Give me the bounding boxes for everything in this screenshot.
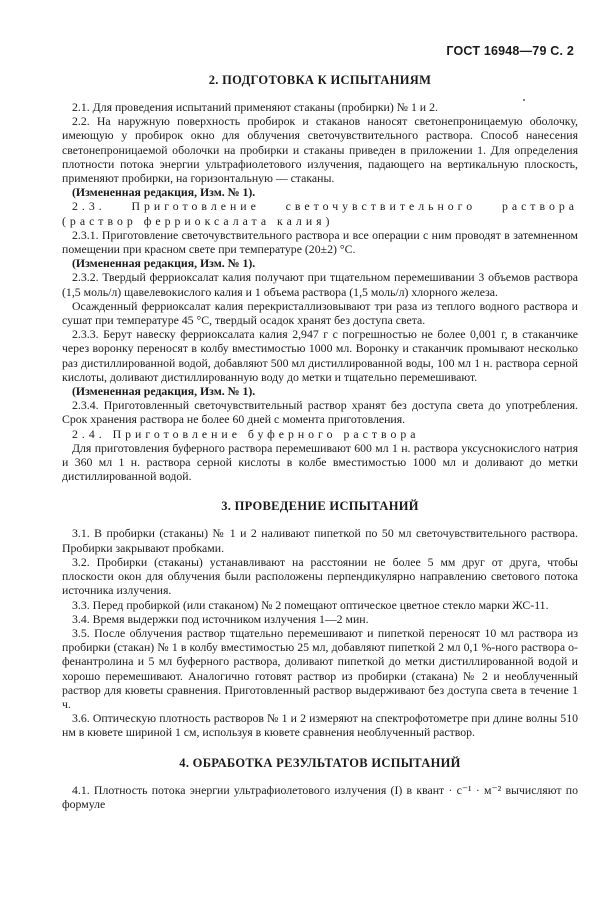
clause-3-3: 3.3. Перед пробиркой (или стаканом) № 2 помещают оптическое цветное стекло марки ЖС-11.: [72, 597, 549, 612]
clause-2-4-heading: 2.4. Приготовление буферного раствора: [72, 426, 420, 441]
section-3-title: 3. ПРОВЕДЕНИЕ ИСПЫТАНИЙ: [221, 499, 419, 514]
clause-2-3-3: 2.3.3. Берут навеску ферриоксалата калия 2,947 г с погрешностью не более 0,001 г, в стаканчике через воронку переносят в колбу вместимостью 1000 мл. Воронку и стаканчик промывают несколько раз дистиллированной водой, добавляют 500 мл дистиллированной воды, 100 мл 1 н. раствора серной кислоты, доливают дистиллированную воду до метки и тщательно перемешивают.: [62, 327, 578, 384]
clause-3-4: 3.4. Время выдержки под источником излучения 1—2 мин.: [72, 611, 369, 626]
section-4-title: 4. ОБРАБОТКА РЕЗУЛЬТАТОВ ИСПЫТАНИЙ: [179, 755, 461, 770]
revision-note: (Измененная редакция, Изм. № 1).: [72, 256, 256, 271]
clause-2-3-2-cont: Осажденный ферриоксалат калия перекристаллизовывают три раза из теплого водного раствора и сушат при температуре 45 °С, твердый осадок хранят без доступа света.: [62, 298, 578, 328]
clause-3-6: 3.6. Оптическую плотность растворов № 1 и 2 измеряют на спектрофотометре при длине волны 510 нм в кювете шириной 1 см, используя в кювете сравнения необлученный раствор.: [62, 711, 578, 740]
clause-2-1: 2.1. Для проведения испытаний применяют стаканы (пробирки) № 1 и 2.: [72, 100, 438, 114]
clause-2-2: 2.2. На наружную поверхность пробирок и стаканов наносят светонепроницаемую оболочку, имеющую у пробирок окно для облучения светочувствительного раствора. Способ нанесения светонепроницаемой оболочки на пробирки и стаканы приведен в приложении 1. Для определения плотности потока энергии ультрафиолетового излучения, падающего на вертикальную плоскость, применяют пробирки, на горизонтальную — стаканы.: [62, 114, 578, 186]
clause-3-2: 3.2. Пробирки (стаканы) устанавливают на расстоянии не более 5 мм друг от друга, чтобы плоскости окон для облучения были расположены перпендикулярно направлению светового потока источника излучения.: [62, 554, 578, 598]
revision-note: (Измененная редакция, Изм. № 1).: [72, 384, 256, 399]
clause-2-4-text: Для приготовления буферного раствора перемешивают 600 мл 1 н. раствора уксуснокислого натрия и 360 мл 1 н. раствора серной кислоты в колбе вместимостью 1000 мл и доливают до метки дистиллированной водой.: [62, 440, 578, 484]
clause-4-1: 4.1. Плотность потока энергии ультрафиолетового излучения (I) в квант · с⁻¹ · м⁻² вычисляют по формуле: [62, 782, 578, 811]
document-body: [62, 73, 578, 811]
page-header: ГОСТ 16948—79 С. 2: [446, 44, 574, 58]
revision-note: (Измененная редакция, Изм. № 1).: [72, 185, 256, 200]
clause-2-3-heading: 2.3. Приготовление светочувствительного раствора (раствор ферриоксалата калия): [62, 199, 578, 228]
clause-2-3-1: 2.3.1. Приготовление светочувствительного раствора и все операции с ним проводят в затемненном помещении при красном свете при температуре (20±2) °С.: [62, 227, 578, 257]
clause-3-5: 3.5. После облучения раствор тщательно перемешивают и пипеткой переносят 10 мл раствора из пробирки (стакан) № 1 в колбу вместимостью 25 мл, добавляют пипеткой 2 мл 0,1 %-ного раствора о-фенантролина и 5 мл буферного раствора, доливают пипеткой до метки дистиллированной водой и хорошо перемешивают. Аналогично готовят раствор из пробирки (стакана) № 2 и необлученный раствор для кюветы сравнения. Приготовленный раствор выдерживают без доступа света в течение 1 ч.: [62, 625, 578, 711]
clause-3-1: 3.1. В пробирки (стаканы) № 1 и 2 наливают пипеткой по 50 мл светочувствительного раствора. Пробирки закрывают пробками.: [62, 526, 578, 555]
clause-2-3-2: 2.3.2. Твердый ферриоксалат калия получают при тщательном перемешивании 3 объемов раствора (1,5 моль/л) щавелевокислого калия и 1 объема раствора (1,5 моль/л) хлорного железа.: [62, 270, 578, 299]
clause-2-3-4: 2.3.4. Приготовленный светочувствительный раствор хранят без доступа света до употребления. Срок хранения раствора не более 60 дней с момента приготовления.: [62, 398, 578, 427]
section-2-title: 2. ПОДГОТОВКА К ИСПЫТАНИЯМ: [208, 73, 432, 87]
